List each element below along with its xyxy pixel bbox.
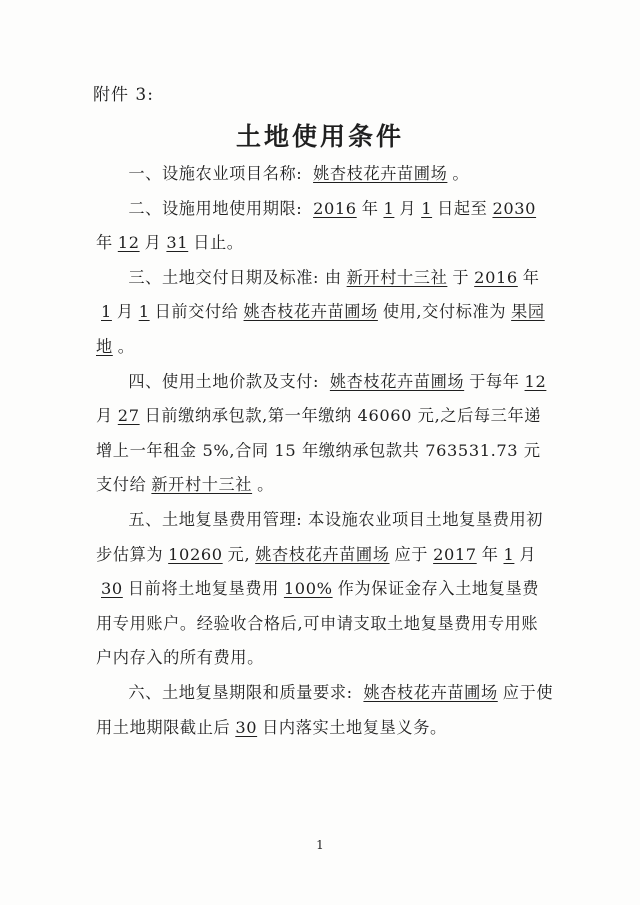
underlined-field: 1 (383, 198, 395, 218)
underlined-field: 1 (503, 544, 515, 564)
underlined-field: 姚杏枝花卉苗圃场 (329, 371, 465, 391)
text: 日前交付给 (154, 302, 239, 322)
text: 元, (227, 544, 251, 564)
text: 五、土地复垦费用管理: 本设施农业项目土地复垦费用初步估算为 (96, 509, 544, 564)
text: 月 (96, 406, 113, 426)
text: 于每年 (469, 371, 520, 391)
text: 一、设施农业项目名称: (128, 164, 309, 183)
underlined-field: 10260 (168, 544, 223, 564)
text: 三、土地交付日期及标准: 由 (128, 267, 342, 287)
document-title: 土地使用条件 (235, 122, 404, 151)
paragraph-project-name (96, 157, 554, 192)
underlined-field: 30 (101, 579, 123, 599)
paragraph-delivery (96, 261, 554, 365)
text: 月 (399, 198, 417, 218)
text: 月 (144, 233, 162, 253)
paragraph-reclamation-deadline (96, 676, 554, 745)
paragraph-payment (96, 365, 554, 503)
text: 六、土地复垦期限和质量要求: (128, 682, 359, 702)
text: 月 (519, 544, 537, 564)
underlined-field: 1 (101, 302, 112, 322)
paragraph-use-period (96, 192, 554, 261)
underlined-field: 12 (117, 233, 140, 253)
text: 年 (361, 198, 379, 218)
page-number: 1 (316, 838, 324, 852)
text: 日止。 (193, 233, 244, 253)
underlined-field: 31 (166, 233, 189, 253)
text: 二、设施用地使用期限: (128, 198, 309, 218)
text: 日内落实土地复垦义务。 (262, 717, 447, 737)
underlined-field: 100% (283, 579, 333, 599)
text: 使用,交付标准为 (382, 302, 507, 322)
underlined-field: 1 (138, 302, 150, 322)
text: 年 (481, 544, 499, 564)
underlined-field: 1 (421, 198, 433, 218)
underlined-field: 2030 (492, 198, 537, 218)
text: 。 (452, 164, 470, 183)
text: 年 (522, 267, 540, 287)
text: 日前将土地复垦费用 (127, 579, 279, 599)
underlined-field: 新开村十三社 (346, 267, 448, 287)
underlined-field: 姚杏枝花卉苗圃场 (313, 164, 448, 183)
text: 作为保证金存入土地复垦费用专用账户。经验收合格后,可申请支取土地复垦费用专用账户内存入的所有费用。 (96, 579, 540, 668)
text: 应于使用土地期限截止后 (96, 682, 554, 737)
underlined-field: 姚杏枝花卉苗圃场 (243, 302, 378, 322)
underlined-field: 果园地 (96, 302, 545, 356)
text: 应于 (394, 544, 429, 564)
underlined-field: 新开村十三社 (151, 475, 253, 495)
text: 。 (117, 336, 135, 356)
underlined-field: 12 (524, 371, 547, 391)
attachment-label: 附件 3: (93, 85, 154, 105)
text: 。 (257, 475, 274, 495)
text: 年 (96, 233, 113, 253)
text: 于 (452, 267, 470, 287)
underlined-field: 姚杏枝花卉苗圃场 (363, 682, 498, 702)
text: 日前缴纳承包款,第一年缴纳 46060 元,之后每三年递增上一年租金 5%,合同 15 年缴纳承包款共 763531.73 元支付给 (96, 406, 542, 495)
underlined-field: 2016 (474, 267, 518, 287)
text: 日起至 (437, 198, 488, 218)
underlined-field: 27 (117, 406, 140, 426)
document-body (96, 157, 554, 745)
underlined-field: 2016 (313, 198, 357, 218)
underlined-field: 2017 (433, 544, 477, 564)
underlined-field: 30 (235, 717, 258, 737)
underlined-field: 姚杏枝花卉苗圃场 (255, 544, 390, 564)
text: 月 (116, 302, 134, 322)
paragraph-reclamation-fee (96, 503, 554, 676)
text: 四、使用土地价款及支付: (128, 371, 325, 391)
